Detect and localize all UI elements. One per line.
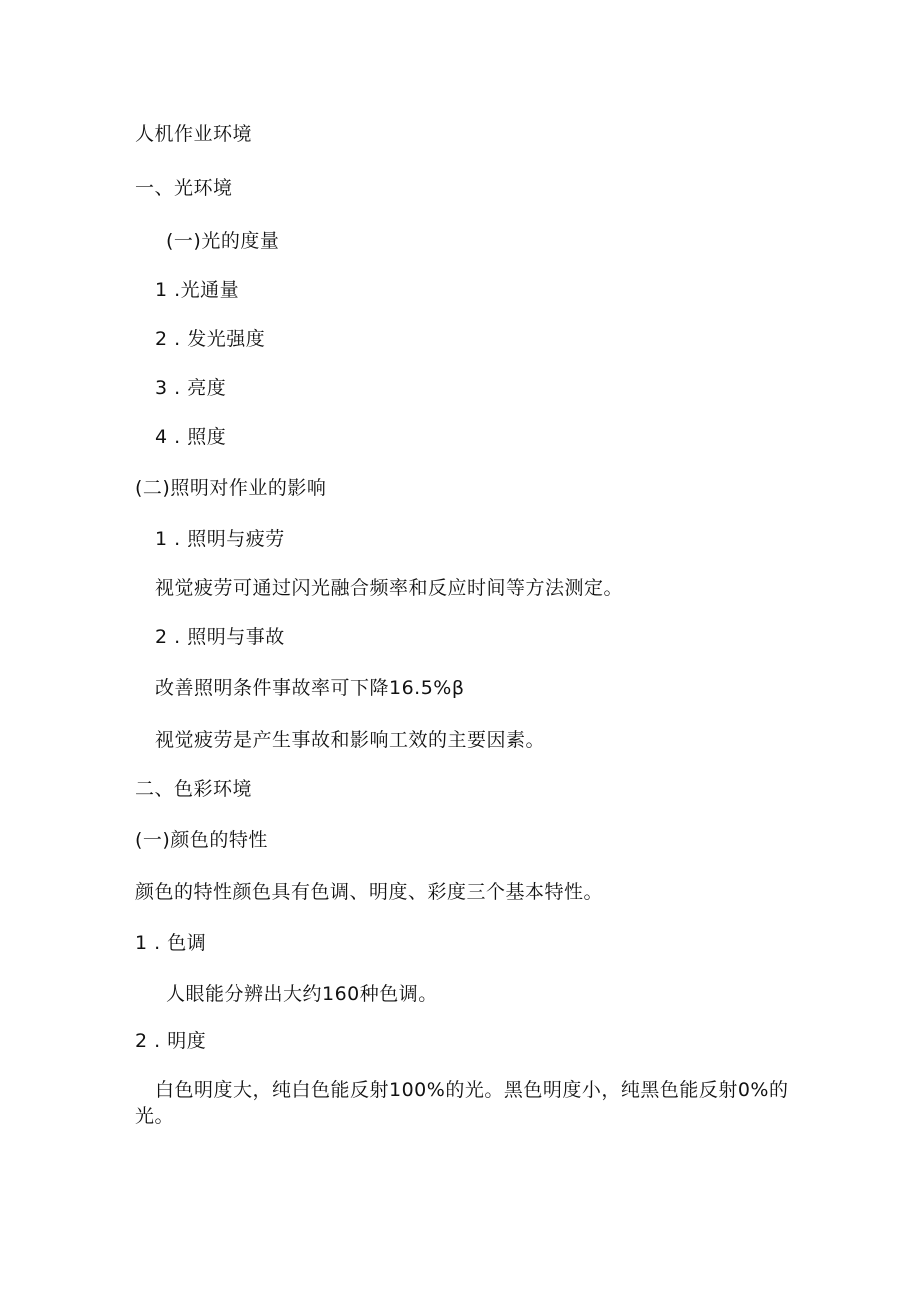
list-item: 1 .光通量 bbox=[155, 279, 240, 301]
list-item: 2 . 明度 bbox=[135, 1030, 207, 1052]
list-item: 3 . 亮度 bbox=[155, 377, 227, 399]
list-item: 1 . 照明与疲劳 bbox=[155, 528, 285, 550]
paragraph: 人眼能分辨出大约160种色调。 bbox=[166, 983, 438, 1005]
paragraph: 视觉疲劳可通过闪光融合频率和反应时间等方法测定。 bbox=[155, 577, 624, 599]
section-heading: 二、色彩环境 bbox=[135, 778, 253, 800]
paragraph-text: 白色明度大，纯白色能反射100%的光。黑色明度小，纯黑色能反射0%的光。 bbox=[135, 1079, 789, 1127]
list-item: 1 . 色调 bbox=[135, 932, 207, 954]
paragraph: 视觉疲劳是产生事故和影响工效的主要因素。 bbox=[155, 729, 546, 751]
list-item: 4 . 照度 bbox=[155, 426, 227, 448]
section-heading: 一、光环境 bbox=[135, 177, 233, 199]
subsection-heading: (一)光的度量 bbox=[166, 230, 280, 252]
list-item: 2 . 照明与事故 bbox=[155, 626, 285, 648]
list-item: 2 . 发光强度 bbox=[155, 328, 266, 350]
paragraph: 改善照明条件事故率可下降16.5%β bbox=[155, 677, 465, 699]
subsection-heading: (一)颜色的特性 bbox=[135, 829, 268, 851]
paragraph: 颜色的特性颜色具有色调、明度、彩度三个基本特性。 bbox=[135, 881, 604, 903]
document-title: 人机作业环境 bbox=[135, 123, 253, 145]
paragraph bbox=[135, 1077, 795, 1129]
subsection-heading: (二)照明对作业的影响 bbox=[135, 477, 327, 499]
